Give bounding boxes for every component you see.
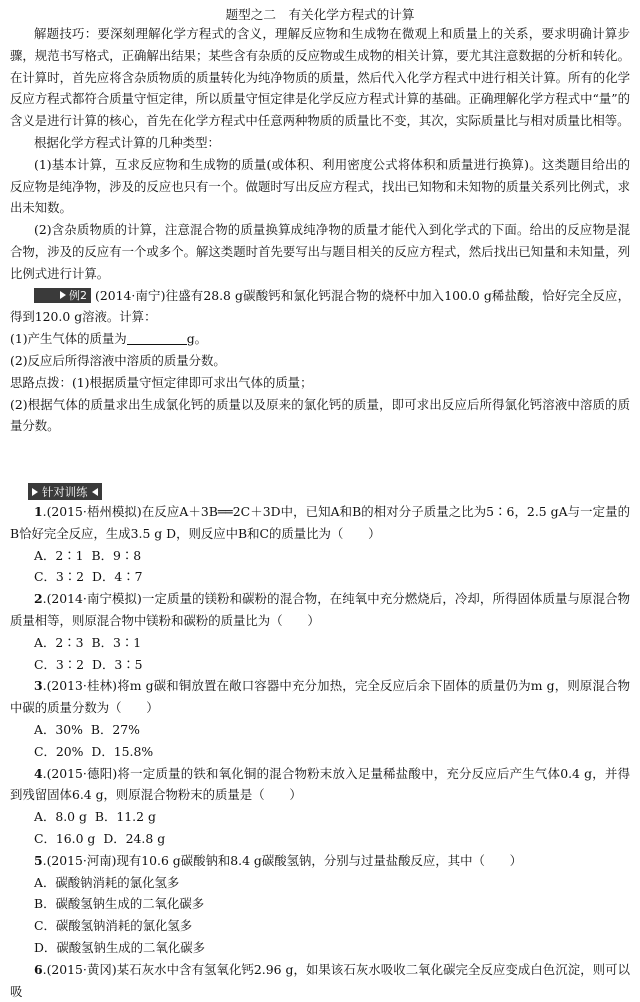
option: D．碳酸氢钠生成的二氧化碳多	[34, 939, 206, 955]
question-number: 4	[34, 765, 43, 781]
example-2	[0, 285, 640, 329]
example-q2: (2)反应后所得溶液中溶质的质量分数。	[10, 352, 226, 368]
option: B．9∶8	[91, 547, 142, 563]
paragraph-types-heading: 根据化学方程式计算的几种类型：	[34, 134, 220, 150]
option: A．30%	[34, 721, 83, 737]
paragraph-type-1: (1)基本计算，互求反应物和生成物的质量(或体积、利用密度公式将体积和质量进行换算)。这类题目给出的反应物是纯净物，涉及的反应也只有一个。做题时写出反应方程式，找出已知物和未知物的质量关系列比例式，求出未知数。	[10, 156, 630, 216]
options-row	[0, 893, 640, 915]
option: D．4∶7	[92, 569, 143, 585]
option: C．16.0 g	[34, 830, 96, 846]
question-5	[0, 850, 640, 872]
option: A．8.0 g	[34, 809, 87, 825]
options-row	[0, 719, 640, 741]
question-text: .(2015·河南)现有10.6 g碳酸钠和8.4 g碳酸氢钠，分别与过量盐酸反应，其中（ ）	[42, 852, 523, 868]
question-text: .(2015·黄冈)某石灰水中含有氢氧化钙2.96 g，如果该石灰水吸收二氧化碳完全反应变成白色沉淀，则可以吸	[10, 961, 630, 999]
answer-blank	[127, 332, 187, 345]
paragraph-skills: 解题技巧：要深刻理解化学方程式的含义，理解反应物和生成物在微观上和质量上的关系，要求明确计算步骤，规范书写格式，正确解出结果；某些含有杂质的反应物或生成物的相关计算，要尤其注意数据的分析和转化。在计算时，首先应将含杂质物质的质量转化为纯净物质的质量，然后代入化学方程式中进行相关计算。所有的化学反应方程式都符合质量守恒定律，所以质量守恒定律是化学反应方程式计算的基础。正确理解化学方程式中“量”的含义是进行计算的核心，首先在化学方程式中任意两种物质的质量比不变，其次，实际质量比与相对质量比相等。	[10, 26, 630, 129]
question-number: 6	[34, 961, 43, 977]
training-label: 针对训练	[42, 484, 88, 499]
options-row	[0, 632, 640, 654]
option: D．3∶5	[92, 656, 143, 672]
options-row	[0, 741, 640, 763]
options-row	[0, 915, 640, 937]
option: C．碳酸氢钠消耗的氯化氢多	[34, 918, 193, 934]
option: A．碳酸钠消耗的氯化氢多	[34, 874, 180, 890]
options-row	[0, 937, 640, 959]
option: B．碳酸氢钠生成的二氧化碳多	[34, 896, 205, 912]
option: B．11.2 g	[94, 809, 156, 825]
options-row	[0, 828, 640, 850]
example-q1-after: g。	[186, 331, 208, 347]
question-1	[0, 501, 640, 545]
training-badge	[28, 483, 102, 500]
question-number: 5	[34, 852, 43, 868]
question-3	[0, 675, 640, 719]
question-number: 3	[34, 678, 43, 694]
questions-section	[0, 501, 640, 1002]
example-hint-2: (2)根据气体的质量求出生成氯化钙的质量以及原来的氯化钙的质量，即可求出反应后所得氯化钙溶液中溶质的质量分数。	[10, 396, 630, 434]
option: A．2∶3	[34, 634, 84, 650]
triangle-left-icon	[92, 488, 98, 496]
question-text: .(2013·桂林)将m g碳和铜放置在敞口容器中充分加热，完全反应后余下固体的质量仍为m g，则原混合物中碳的质量分数为（ ）	[10, 678, 630, 716]
question-number: 1	[34, 504, 43, 519]
question-number: 2	[34, 591, 43, 607]
question-text: .(2015·梧州模拟)在反应A＋3B══2C＋3D中，已知A和B的相对分子质量之比为5∶6，2.5 gA与一定量的B恰好完全反应，生成3.5 g D，则反应中B和C的质量比为（ ）	[10, 504, 630, 541]
option: A．2∶1	[34, 547, 84, 563]
example-q1	[0, 328, 640, 350]
option: B．3∶1	[91, 634, 142, 650]
intro-section	[0, 23, 640, 437]
option: C．3∶2	[34, 656, 85, 672]
question-text: .(2014·南宁模拟)一定质量的镁粉和碳粉的混合物，在纯氧中充分燃烧后，冷却，所得固体质量与原混合物质量相等，则原混合物中镁粉和碳粉的质量比为（ ）	[10, 591, 630, 628]
paragraph-type-2: (2)含杂质物质的计算，注意混合物的质量换算成纯净物的质量才能代入到化学式的下面。给出的反应物是混合物，涉及的反应有一个或多个。解这类题时首先要写出与题目相关的反应方程式，然后找出已知量和未知量，列比例式进行计算。	[10, 222, 630, 281]
options-row	[0, 566, 640, 588]
question-6	[0, 959, 640, 1002]
options-row	[0, 654, 640, 676]
options-row	[0, 806, 640, 828]
triangle-right-icon	[32, 488, 38, 496]
example-label: 例2	[69, 288, 87, 302]
option: D．15.8%	[91, 743, 154, 759]
option: C．20%	[34, 743, 84, 759]
option: D．24.8 g	[103, 830, 166, 846]
example-text: (2014·南宁)往盛有28.8 g碳酸钙和氯化钙混合物的烧杯中加入100.0 g稀盐酸，恰好完全反应，得到120.0 g溶液。计算：	[10, 287, 630, 325]
question-text: .(2015·德阳)将一定质量的铁和氧化铜的混合物粉末放入足量稀盐酸中，充分反应后产生气体0.4 g，并得到残留固体6.4 g，则原混合物粉末的质量是（ ）	[10, 765, 630, 803]
options-row	[0, 545, 640, 567]
options-row	[0, 872, 640, 894]
triangle-icon	[60, 291, 66, 299]
question-4	[0, 763, 640, 807]
example-badge	[34, 288, 91, 303]
question-2	[0, 588, 640, 632]
option: C．3∶2	[34, 569, 85, 585]
example-hint-1: 思路点拨：(1)根据质量守恒定律即可求出气体的质量；	[10, 374, 313, 390]
page-title: 题型之二 有关化学方程式的计算	[225, 7, 415, 22]
option: B．27%	[90, 721, 140, 737]
example-q1-before: (1)产生气体的质量为	[10, 331, 127, 347]
